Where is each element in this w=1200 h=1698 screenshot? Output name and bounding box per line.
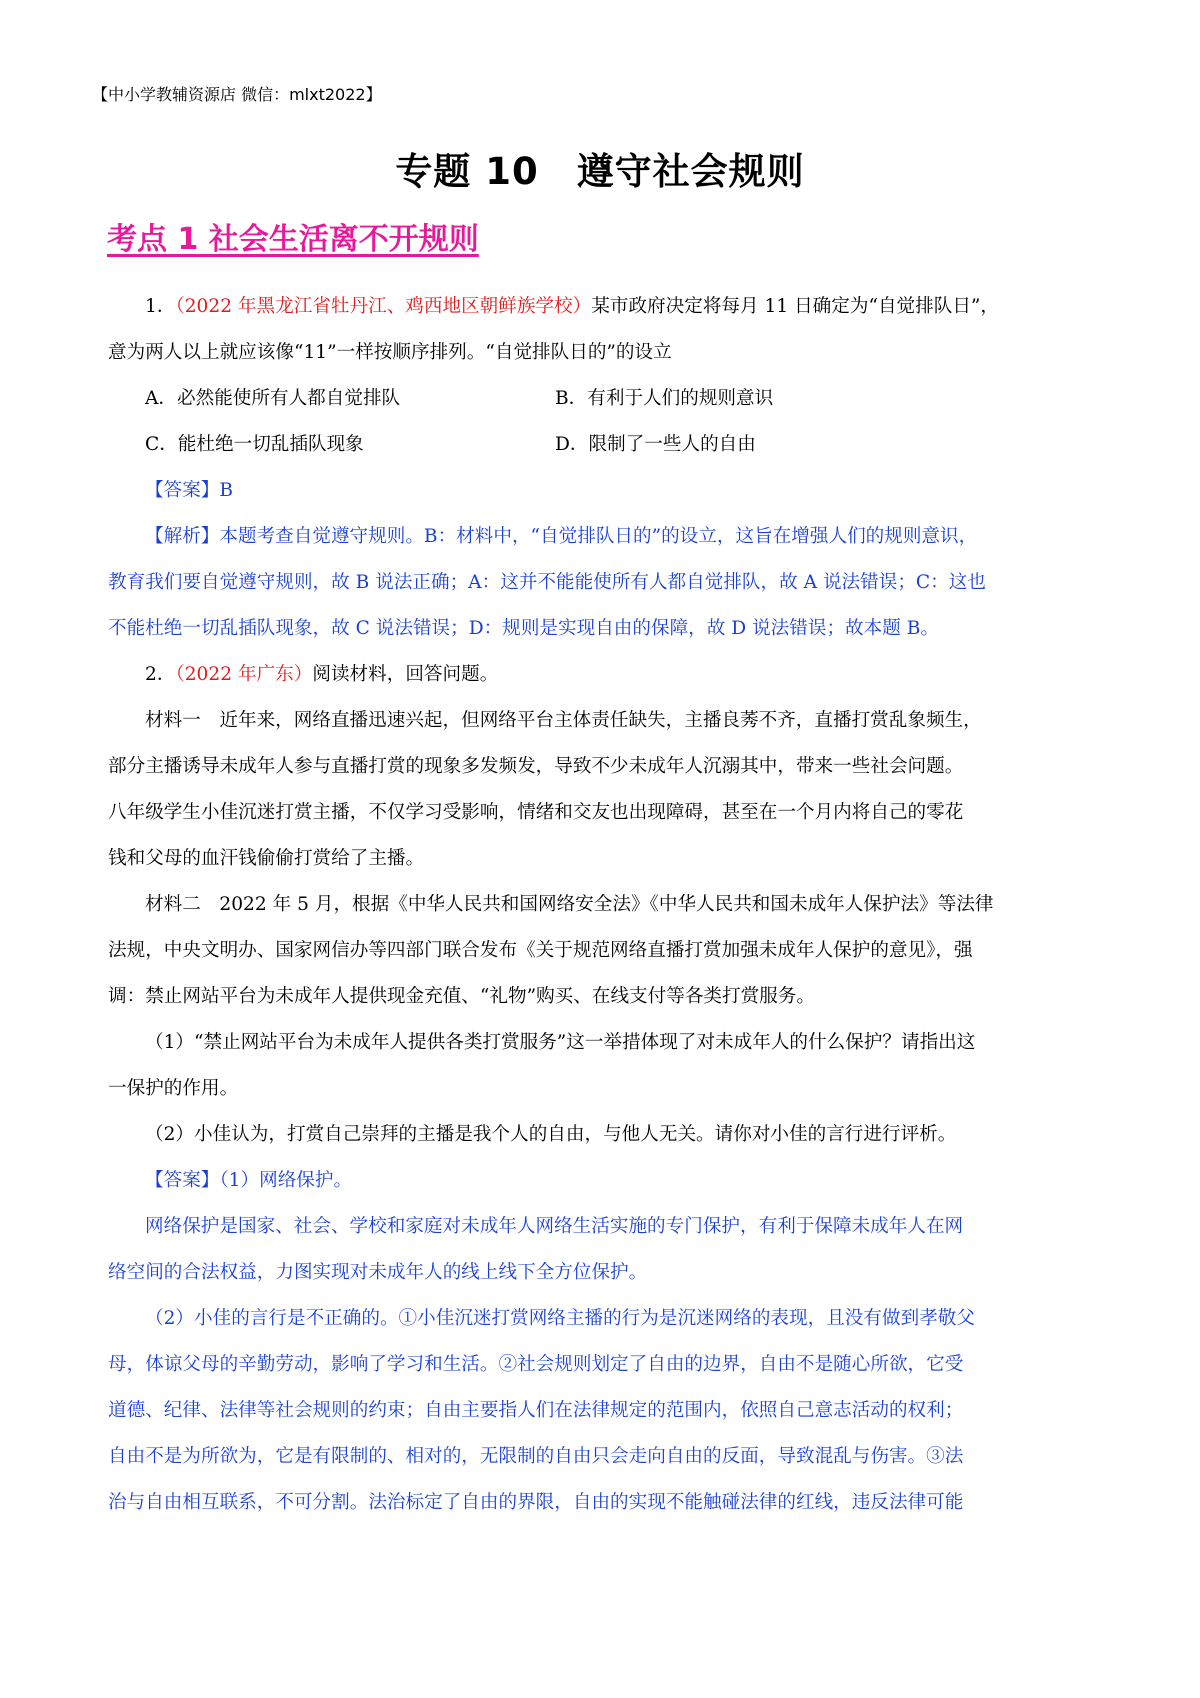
q1-stem [108, 284, 1100, 330]
q1-answer: 【答案】B [145, 480, 234, 501]
header-note: 【中小学教辅资源店 微信：mlxt2022】 [92, 85, 382, 104]
q2-answer2-line2: 母，体谅父母的辛勤劳动，影响了学习和生活。②社会规则划定了自由的边界，自由不是随心所欲，它受 [108, 1354, 964, 1375]
q2-answer2-line3: 道德、纪律、法律等社会规则的约束；自由主要指人们在法律规定的范围内，依照自己意志活动的权利； [108, 1400, 964, 1421]
q1-stem-line2: 意为两人以上就应该像“11”一样按顺序排列。“自觉排队日的”的设立 [108, 342, 672, 363]
document-body [108, 284, 1100, 1526]
q2-material2-line1: 材料二 2022 年 5 月，根据《中华人民共和国网络安全法》《中华人民共和国未成年人保护法》等法律 [145, 894, 994, 915]
q2-sub1-line2: 一保护的作用。 [108, 1078, 239, 1099]
q1-stem-line1: 某市政府决定将每月 11 日确定为“自觉排队日”， [591, 296, 1000, 317]
q2-sub1-line1: （1）“禁止网站平台为未成年人提供各类打赏服务”这一举措体现了对未成年人的什么保护？请指出这 [145, 1032, 976, 1053]
q2-material1-line3: 八年级学生小佳沉迷打赏主播，不仅学习受影响，情绪和交友也出现障碍，甚至在一个月内将自己的零花 [108, 802, 964, 823]
title-prefix: 专题 10 [395, 150, 539, 193]
q2-answer2-line5: 治与自由相互联系，不可分割。法治标定了自由的界限，自由的实现不能触碰法律的红线，违反法律可能 [108, 1492, 964, 1513]
q2-answer1: （1）网络保护。 [219, 1170, 353, 1191]
q2-sub2: （2）小佳认为，打赏自己崇拜的主播是我个人的自由，与他人无关。请你对小佳的言行进行评析。 [145, 1124, 957, 1145]
q2-answer-label: 【答案】 [145, 1170, 220, 1191]
q1-source: （2022 年黑龙江省牡丹江、鸡西地区朝鲜族学校） [175, 296, 592, 317]
q2-source: （2022 年广东） [175, 664, 313, 685]
q2-answer2-line4: 自由不是为所欲为，它是有限制的、相对的，无限制的自由只会走向自由的反面，导致混乱与伤害。③法 [108, 1446, 964, 1467]
q1-analysis [108, 514, 1100, 560]
q1-options-row-2 [108, 422, 1100, 468]
q1-analysis-line1: 本题考查自觉遵守规则。B：材料中，“自觉排队日的”的设立，这旨在增强人们的规则意识， [219, 526, 978, 547]
q1-number: 1． [145, 296, 176, 317]
q1-option-a: A．必然能使所有人都自觉排队 [145, 388, 401, 409]
q2-number: 2． [145, 664, 176, 685]
q2-material1-line1: 材料一 近年来，网络直播迅速兴起，但网络平台主体责任缺失，主播良莠不齐，直播打赏乱象频生， [145, 710, 982, 731]
q2-answer1-detail-line1: 网络保护是国家、社会、学校和家庭对未成年人网络生活实施的专门保护，有利于保障未成年人在网 [145, 1216, 964, 1237]
q2-answer2-line1: （2）小佳的言行是不正确的。①小佳沉迷打赏网络主播的行为是沉迷网络的表现，且没有做到孝敬父 [145, 1308, 975, 1329]
q2-material2-line3: 调：禁止网站平台为未成年人提供现金充值、“礼物”购买、在线支付等各类打赏服务。 [108, 986, 815, 1007]
q1-analysis-label: 【解析】 [145, 526, 220, 547]
q2-answer1-detail-line2: 络空间的合法权益，力图实现对未成年人的线上线下全方位保护。 [108, 1262, 648, 1283]
q1-option-c: C．能杜绝一切乱插队现象 [145, 434, 364, 455]
section-heading: 考点 1 社会生活离不开规则 [107, 222, 479, 257]
q1-option-d: D．限制了一些人的自由 [555, 434, 756, 455]
title-main: 遵守社会规则 [576, 150, 805, 193]
q2-stem [108, 652, 1100, 698]
q2-stem-text: 阅读材料，回答问题。 [312, 664, 499, 685]
q2-answer [108, 1158, 1100, 1204]
page-title [0, 148, 1200, 196]
q2-material1-line4: 钱和父母的血汗钱偷偷打赏给了主播。 [108, 848, 425, 869]
q1-analysis-line3: 不能杜绝一切乱插队现象，故 C 说法错误；D：规则是实现自由的保障，故 D 说法错误；故本题 B。 [108, 618, 940, 639]
q1-options-row-1 [108, 376, 1100, 422]
q1-analysis-line2: 教育我们要自觉遵守规则，故 B 说法正确；A：这并不能能使所有人都自觉排队，故 A 说法错误；C：这也 [108, 572, 986, 593]
q2-material1-line2: 部分主播诱导未成年人参与直播打赏的现象多发频发，导致不少未成年人沉溺其中，带来一些社会问题。 [108, 756, 964, 777]
q2-material2-line2: 法规，中央文明办、国家网信办等四部门联合发布《关于规范网络直播打赏加强未成年人保护的意见》，强 [108, 940, 973, 961]
q1-option-b: B．有利于人们的规则意识 [555, 388, 774, 409]
